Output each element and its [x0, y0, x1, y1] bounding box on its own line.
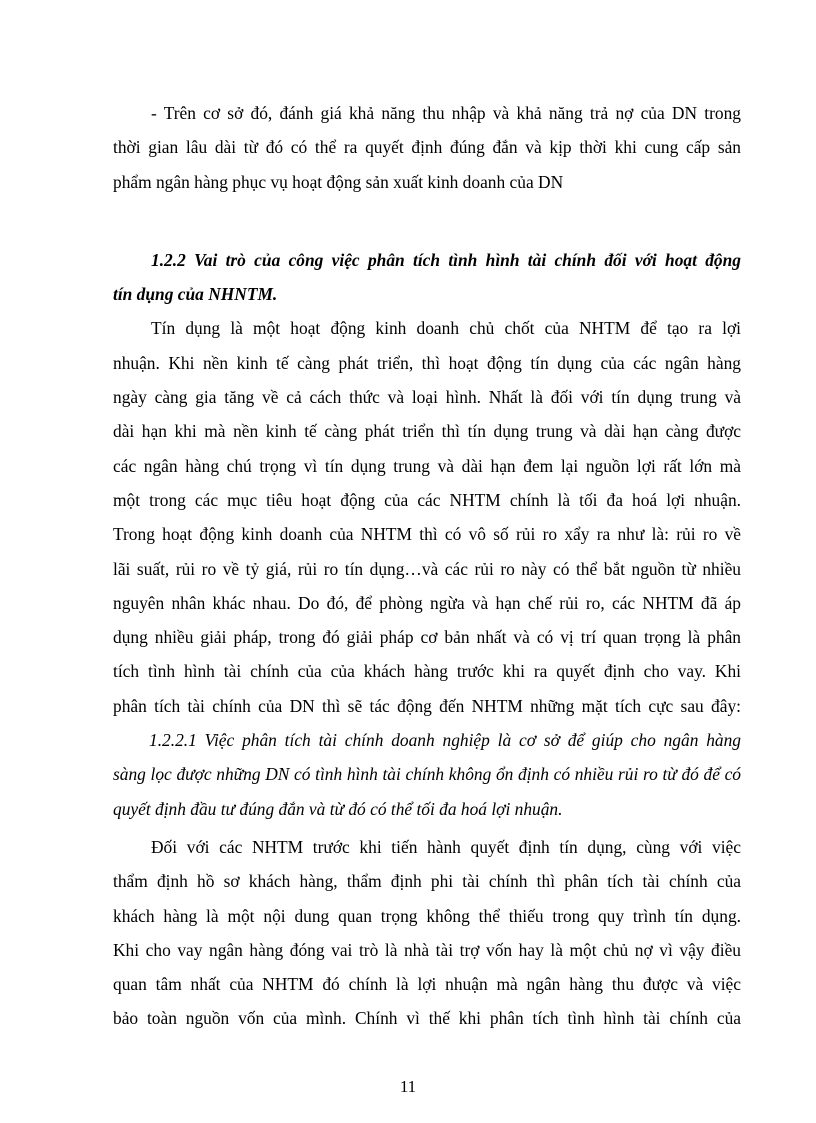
- paragraph-line: một trong các mục tiêu hoạt động của các NHTM chính là tối đa hoá lợi nhuận.: [113, 489, 741, 510]
- paragraph-line: nhuận. Khi nền kinh tế càng phát triển, thì hoạt động tín dụng của các ngân hàng: [113, 352, 741, 373]
- paragraph-line: dụng nhiều giải pháp, trong đó giải pháp cơ bản nhất và có vị trí quan trọng là phân: [113, 627, 741, 648]
- paragraph-line: Khi cho vay ngân hàng đóng vai trò là nhà tài trợ vốn hay là một chủ nợ vì vậy điều: [113, 939, 741, 960]
- paragraph-line: quan tâm nhất của NHTM đó chính là lợi nhuận mà ngân hàng thu được và việc: [113, 974, 741, 995]
- paragraph-line: tích tình hình tài chính của của khách hàng trước khi ra quyết định cho vay. Khi: [113, 661, 741, 682]
- subheading-line: 1.2.2.1 Việc phân tích tài chính doanh nghiệp là cơ sở để giúp cho ngân hàng: [149, 730, 741, 751]
- paragraph-line: dài hạn khi mà nền kinh tế càng phát triển thì tín dụng trung và dài hạn càng được: [113, 421, 741, 442]
- subheading-line: quyết định đầu tư đúng đắn và từ đó có thể tối đa hoá lợi nhuận.: [113, 798, 563, 819]
- paragraph-line: thẩm định hồ sơ khách hàng, thẩm định phi tài chính thì phân tích tài chính của: [113, 871, 741, 892]
- paragraph-2: [113, 311, 741, 723]
- paragraph-line: Trong hoạt động kinh doanh của NHTM thì có vô số rủi ro xẩy ra như là: rủi ro về: [113, 524, 741, 545]
- paragraph-line: - Trên cơ sở đó, đánh giá khả năng thu nhập và khả năng trả nợ của DN trong: [151, 103, 741, 123]
- paragraph-line: Tín dụng là một hoạt động kinh doanh chủ chốt của NHTM để tạo ra lợi: [151, 318, 741, 339]
- paragraph-line: phẩm ngân hàng phục vụ hoạt động sản xuất kinh doanh của DN: [113, 171, 564, 192]
- subsection-heading: [113, 723, 741, 826]
- heading-line: 1.2.2 Vai trò của công việc phân tích tình hình tài chính đối với hoạt động: [151, 249, 741, 270]
- section-gap: [113, 199, 741, 243]
- paragraph-line: các ngân hàng chú trọng vì tín dụng trung và dài hạn đem lại nguồn lợi rất lớn mà: [113, 455, 741, 476]
- heading-line: tín dụng của NHNTM.: [113, 284, 278, 305]
- paragraph-line: bảo toàn nguồn vốn của mình. Chính vì thế khi phân tích tình hình tài chính của: [113, 1008, 741, 1029]
- paragraph-1: [113, 96, 741, 199]
- paragraph-line: Đối với các NHTM trước khi tiến hành quyết định tín dụng, cùng với việc: [151, 836, 741, 857]
- page-number: 11: [399, 1077, 417, 1096]
- subheading-line: sàng lọc được những DN có tình hình tài chính không ổn định có nhiều rủi ro từ đó để có: [113, 764, 741, 785]
- paragraph-line: thời gian lâu dài từ đó có thể ra quyết định đúng đắn và kịp thời khi cung cấp sản: [113, 137, 741, 158]
- paragraph-line: khách hàng là một nội dung quan trọng không thể thiếu trong quy trình tín dụng.: [113, 905, 741, 926]
- document-page: [113, 96, 741, 1036]
- paragraph-line: phân tích tài chính của DN thì sẽ tác động đến NHTM những mặt tích cực sau đây:: [113, 695, 741, 716]
- paragraph-line: nguyên nhân khác nhau. Do đó, để phòng ngừa và hạn chế rủi ro, các NHTM đã áp: [113, 592, 741, 613]
- paragraph-line: lãi suất, rủi ro về tỷ giá, rủi ro tín dụng…và các rủi ro này có thể bắt nguồn từ nhiều: [113, 558, 741, 579]
- paragraph-line: ngày càng gia tăng về cả cách thức và loại hình. Nhất là đối với tín dụng trung và: [113, 387, 741, 408]
- section-heading: [113, 243, 741, 312]
- paragraph-3: [113, 830, 741, 1036]
